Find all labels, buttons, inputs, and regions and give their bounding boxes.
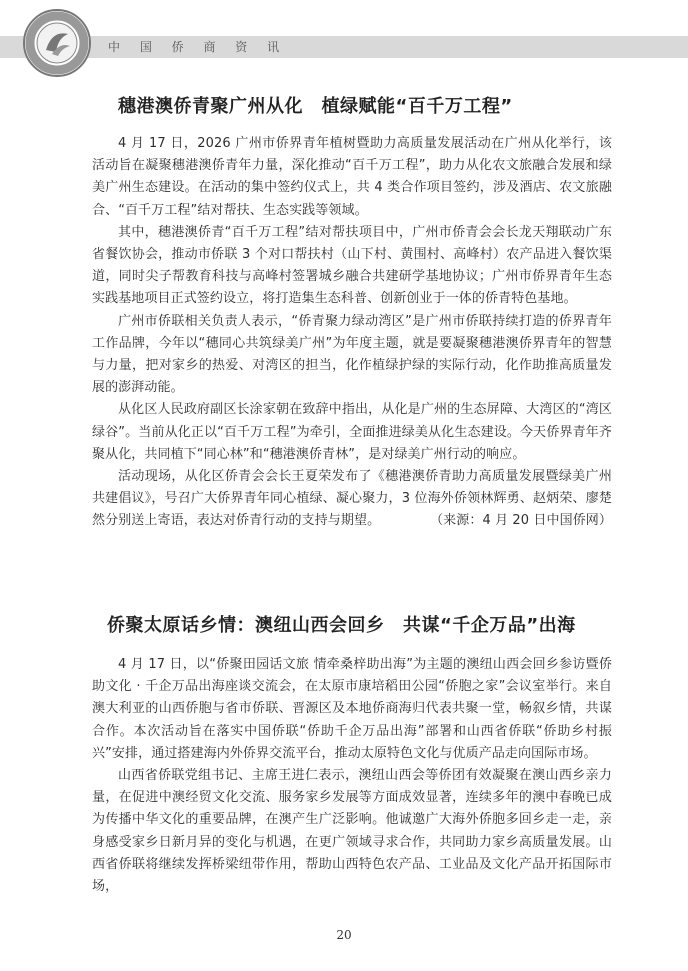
article-1-paragraph-text: 活动现场，从化区侨青会会长王夏荣发布了《穗港澳侨青助力高质量发展暨绿美广州共建倡议》，号召广大侨界青年同心植绿、凝心聚力，3 位海外侨领林辉勇、赵炳荣、廖楚然分别送上寄语，表达对侨青行动的支持与期望。 [92,469,612,529]
article-1-source: （来源：4 月 20 日中国侨网） [430,513,612,529]
article-2-body [92,654,612,898]
article-1-body [92,133,612,533]
article-1-paragraph [92,466,612,533]
header-bar [0,36,688,58]
article-2-paragraph: 山西省侨联党组书记、主席王进仁表示，澳纽山西会等侨团有效凝聚在澳山西乡亲力量，在促进中澳经贸文化交流、服务家乡发展等方面成效显著，连续多年的澳中春晚已成为传播中华文化的重要品牌，在澳产生广泛影响。他诚邀广大海外侨胞多回乡走一走，亲身感受家乡日新月异的变化与机遇，在更广领域寻求合作，共同助力家乡高质量发展。山西省侨联将继续发挥桥梁纽带作用，帮助山西特色农产品、工业品及文化产品开拓国际市场， [92,768,612,895]
article-2-title: 侨聚太原话乡情：澳纽山西会回乡 共谋“千企万品”出海 [107,615,576,636]
section-header: 中 国 侨 商 资 讯 [108,40,288,54]
article-2-paragraph: 4 月 17 日，以“侨聚田园话文旅 情牵桑梓助出海”为主题的澳纽山西会回乡参访暨侨助文化 · 千企万品出海座谈交流会，在太原市康培稻田公园“侨胞之家”会议室举行。来自澳大利亚的山西侨胞与省市侨联、晋源区及本地侨商海归代表共聚一堂，畅叙乡情，共谋合作。本次活动旨在落实中国侨联“侨助千企万品出海”部署和山西省侨联“侨助乡村振兴”安排，通过搭建海内外侨界交流平台，推动太原特色文化与优质产品走向国际市场。 [92,657,612,761]
article-1-paragraph: 其中，穗港澳侨青“百千万工程”结对帮扶项目中，广州市侨青会会长龙天翔联动广东省餐饮协会，推动市侨联 3 个对口帮扶村（山下村、黄围村、高峰村）农产品进入餐饮渠道，同时尖子帮教育科技与高峰村签署城乡融合共建研学基地协议；广州市侨界青年生态实践基地项目正式签约设立，将打造集生态科普、创新创业于一体的侨青特色基地。 [92,224,612,307]
article-1-paragraph: 从化区人民政府副区长涂家朝在致辞中指出，从化是广州的生态屏障、大湾区的“湾区绿谷”。当前从化正以“百千万工程”为牵引，全面推进绿美从化生态建设。今天侨界青年齐聚从化，共同植下“同心林”和“穗港澳侨青林”，是对绿美广州行动的响应。 [92,402,612,462]
article-1-paragraph: 4 月 17 日，2026 广州市侨界青年植树暨助力高质量发展活动在广州从化举行，该活动旨在凝聚穗港澳侨青年力量，深化推动“百千万工程”，助力从化农文旅融合发展和绿美广州生态建设。在活动的集中签约仪式上，共 4 类合作项目签约，涉及酒店、农文旅融合、“百千万工程”结对帮扶、生态实践等领域。 [92,136,612,218]
federation-logo [22,8,92,78]
page-number: 20 [336,928,352,942]
article-1-title: 穗港澳侨青聚广州从化 植绿赋能“百千万工程” [118,96,513,117]
article-1-paragraph: 广州市侨联相关负责人表示，“侨青聚力绿动湾区”是广州市侨联持续打造的侨界青年工作品牌，今年以“穗同心共筑绿美广州”为年度主题，就是要凝聚穗港澳侨界青年的智慧与力量，把对家乡的热爱、对湾区的担当，化作植绿护绿的实际行动，化作助推高质量发展的澎湃动能。 [92,313,612,396]
